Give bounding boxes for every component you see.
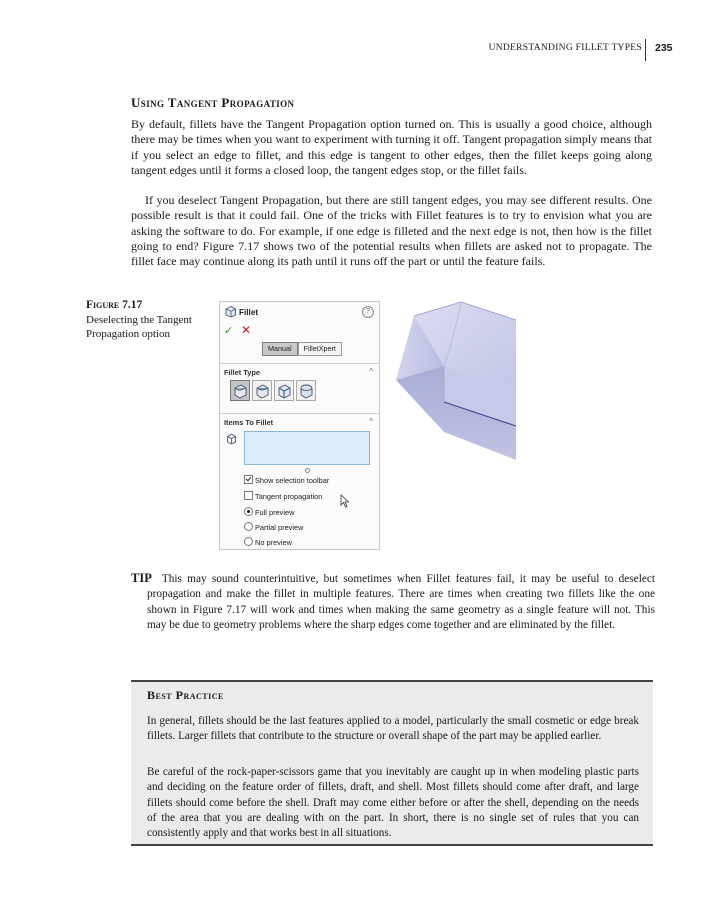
- show-selection-toolbar-checkbox[interactable]: [244, 475, 253, 484]
- running-head: [0, 42, 717, 62]
- tip-text: This may sound counterintuitive, but sometimes when Fillet features fail, it may be useful to deselect propagation and make the fillet in multiple features. There are times when creating two fillets like the one shown in Figure 7.17 will work and times when making the same geometry as a single feature will not. This may be due to geometry problems where the sharp edges come together and are eliminated by the fillet.: [147, 573, 655, 632]
- fillet-property-manager: [219, 301, 380, 550]
- full-preview-radio[interactable]: [244, 507, 253, 516]
- panel-title: Fillet: [239, 308, 259, 317]
- filleted-part-model: [386, 298, 518, 464]
- cancel-x-icon[interactable]: ✕: [241, 323, 252, 337]
- page-number: 235: [655, 42, 673, 54]
- show-selection-toolbar-option[interactable]: [244, 475, 329, 486]
- figure-caption-text: Deselecting the Tangent Propagation option: [86, 313, 192, 340]
- option-label: Tangent propagation: [255, 492, 323, 501]
- no-preview-radio[interactable]: [244, 537, 253, 546]
- partial-preview-option[interactable]: [244, 522, 303, 533]
- no-preview-option[interactable]: [244, 537, 292, 548]
- tangent-propagation-option[interactable]: [244, 491, 322, 502]
- items-to-fillet-selection-box[interactable]: [244, 431, 370, 465]
- divider: [220, 413, 379, 414]
- partial-preview-radio[interactable]: [244, 522, 253, 531]
- collapse-chevron-icon[interactable]: ^: [369, 417, 373, 426]
- figure-caption: [86, 298, 216, 342]
- tab-filletxpert[interactable]: FilletXpert: [298, 342, 342, 356]
- tab-row: [262, 342, 342, 356]
- edge-selection-icon: [226, 433, 237, 447]
- figure-label: Figure 7.17: [86, 299, 143, 311]
- header-divider: [645, 39, 646, 61]
- full-round-fillet-icon: [299, 383, 314, 399]
- ok-check-icon[interactable]: ✓: [224, 325, 234, 337]
- option-label: Show selection toolbar: [255, 476, 330, 485]
- option-label: Partial preview: [255, 523, 304, 532]
- panel-title-row: [220, 302, 379, 322]
- tip-paragraph: [131, 571, 655, 634]
- section-heading: Using Tangent Propagation: [131, 95, 295, 110]
- tangent-propagation-checkbox[interactable]: [244, 491, 253, 500]
- tab-manual[interactable]: Manual: [262, 342, 298, 356]
- full-preview-option[interactable]: [244, 507, 294, 518]
- running-title: UNDERSTANDING FILLET TYPES: [488, 43, 642, 53]
- full-round-fillet-button[interactable]: [296, 380, 316, 401]
- tip-label: TIP: [131, 571, 152, 585]
- collapse-chevron-icon[interactable]: ^: [369, 367, 373, 376]
- variable-size-fillet-button[interactable]: [252, 380, 272, 401]
- constant-size-fillet-button[interactable]: [230, 380, 250, 401]
- fillet-feature-icon: [224, 305, 237, 320]
- face-fillet-icon: [277, 383, 292, 399]
- face-fillet-button[interactable]: [274, 380, 294, 401]
- items-to-fillet-heading[interactable]: Items To Fillet: [224, 418, 274, 427]
- mouse-pointer-icon: [340, 494, 350, 510]
- body-paragraph: By default, fillets have the Tangent Propagation option turned on. This is usually a good choice, although there may be times when you want to experiment with turning it off. Tangent propagation simply means that if you select an edge to fillet, and this edge is tangent to other edges, then the fillet keeps going along tangent edges until it forms a closed loop, the tangent edges stop, or the fillet fails.: [131, 117, 652, 177]
- best-practice-paragraph: In general, fillets should be the last features applied to a model, particularly the small cosmetic or edge break fillets. Larger fillets that contribute to the structure or overall shape of the part may be applied earlier.: [147, 715, 639, 743]
- list-resize-handle[interactable]: [305, 468, 310, 473]
- best-practice-box: [131, 680, 653, 846]
- best-practice-title: Best Practice: [147, 688, 224, 702]
- tip-callout: [131, 571, 655, 634]
- divider: [220, 363, 379, 364]
- best-practice-paragraph: Be careful of the rock-paper-scissors game that you inevitably are caught up in when modeling plastic parts and deciding on the feature order of fillets, draft, and shell. Most fillets should come after draft, and large fillets should come before the shell. Draft may come either before or after the shell, depending on the needs of the area that you are dealing with on the part. In short, there is no single set of rules that you can consistently apply and that works best in all situations.: [147, 766, 639, 840]
- constant-fillet-icon: [233, 383, 248, 399]
- option-label: No preview: [255, 538, 292, 547]
- fillet-type-heading[interactable]: Fillet Type: [224, 368, 260, 377]
- fillet-type-buttons: [230, 380, 318, 401]
- option-label: Full preview: [255, 508, 295, 517]
- body-paragraph: If you deselect Tangent Propagation, but there are still tangent edges, you may see different results. One possible result is that it could fail. One of the tricks with Fillet features is to try to envision what you are asking the software to do. For example, if one edge is filleted and the next edge is not, then how is the fillet going to end? Figure 7.17 shows two of the potential results when fillets are asked not to propagate. The fillet face may continue along its path until it runs off the part or until the feature fails.: [131, 193, 652, 269]
- variable-fillet-icon: [255, 383, 270, 399]
- help-icon[interactable]: ?: [362, 306, 374, 318]
